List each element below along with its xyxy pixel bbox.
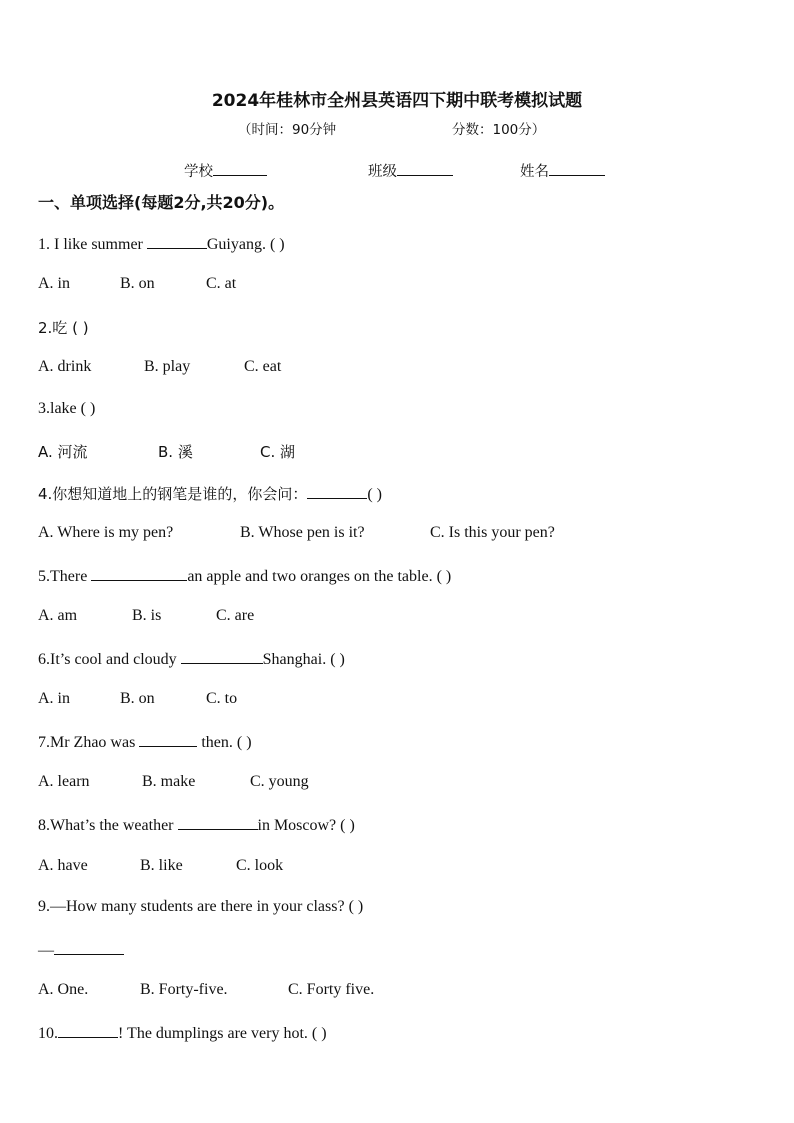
- question-text-end: in Moscow? ( ): [257, 817, 355, 834]
- options-3: [38, 441, 295, 462]
- option-a: A. am: [38, 607, 78, 624]
- option-a: A. Where is my pen?: [38, 524, 174, 541]
- option-b: B. Whose pen is it?: [240, 524, 365, 541]
- question-text-end: ( ): [367, 486, 382, 503]
- class-field: [368, 160, 453, 181]
- options-2: [38, 358, 281, 376]
- answer-blank: [54, 940, 124, 955]
- name-field: [520, 160, 605, 181]
- option-b: B. on: [120, 275, 155, 292]
- question-7: [38, 732, 252, 752]
- answer-blank: [147, 234, 207, 249]
- name-blank: [549, 161, 605, 176]
- option-c: C. are: [216, 607, 255, 624]
- question-text-end: an apple and two oranges on the table. ( ): [187, 568, 452, 585]
- options-8: [38, 857, 283, 875]
- answer-blank: [139, 732, 197, 747]
- option-a: A. in: [38, 275, 70, 292]
- option-c: C. Is this your pen?: [430, 524, 555, 541]
- option-c: C. 湖: [260, 443, 296, 461]
- question-text-end: then. ( ): [197, 734, 252, 751]
- option-c: C. to: [206, 690, 238, 707]
- question-text: 5.There: [38, 568, 92, 585]
- exam-title: 2024年桂林市全州县英语四下期中联考模拟试题: [211, 91, 583, 111]
- exam-score: 分数：100分）: [452, 122, 546, 138]
- answer-blank: [58, 1023, 118, 1038]
- answer-blank: [307, 484, 367, 499]
- question-8: [38, 815, 355, 835]
- question-4: [38, 483, 382, 504]
- option-b: B. 溪: [158, 443, 193, 461]
- question-2: 2.吃 ( ): [38, 319, 89, 337]
- question-3: 3.lake ( ): [38, 400, 96, 417]
- option-a: A. in: [38, 690, 70, 707]
- answer-dash: —: [38, 942, 54, 959]
- options-7: [38, 773, 309, 791]
- class-label: 班级: [368, 164, 397, 180]
- school-field: [184, 160, 267, 181]
- question-text: 8.What’s the weather: [38, 817, 178, 834]
- option-a: A. drink: [38, 358, 92, 375]
- options-1: [38, 275, 236, 293]
- question-text: 4.你想知道地上的钢笔是谁的，你会问：: [38, 485, 308, 503]
- option-b: B. play: [144, 358, 191, 375]
- options-5: [38, 607, 254, 625]
- option-b: B. make: [142, 773, 196, 790]
- question-5: [38, 566, 451, 586]
- question-text-end: Guiyang. ( ): [206, 236, 285, 253]
- answer-blank: [91, 566, 187, 581]
- option-b: B. is: [132, 607, 162, 624]
- option-a: A. 河流: [38, 443, 88, 461]
- options-4: [38, 524, 555, 542]
- school-blank: [213, 161, 267, 176]
- question-text-end: Shanghai. ( ): [262, 651, 345, 668]
- question-6: [38, 649, 345, 669]
- option-c: C. look: [236, 857, 284, 874]
- exam-time: （时间：90分钟: [238, 122, 337, 138]
- school-label: 学校: [184, 164, 213, 180]
- question-9: 9.—How many students are there in your class? ( ): [38, 898, 364, 915]
- option-b: B. Forty-five.: [140, 981, 228, 998]
- class-blank: [397, 161, 453, 176]
- options-6: [38, 690, 237, 708]
- section-heading: 一、单项选择(每题2分,共20分)。: [38, 193, 285, 212]
- question-text: 1. I like summer: [38, 236, 147, 253]
- question-text: 7.Mr Zhao was: [38, 734, 140, 751]
- option-c: C. eat: [244, 358, 282, 375]
- answer-blank: [178, 815, 258, 830]
- options-9: [38, 981, 374, 999]
- option-a: A. One.: [38, 981, 89, 998]
- option-b: B. on: [120, 690, 155, 707]
- option-a: A. have: [38, 857, 88, 874]
- option-c: C. at: [206, 275, 237, 292]
- option-b: B. like: [140, 857, 183, 874]
- option-c: C. Forty five.: [288, 981, 375, 998]
- question-text-end: ! The dumplings are very hot. ( ): [118, 1025, 327, 1042]
- question-text: 6.It’s cool and cloudy: [38, 651, 181, 668]
- question-10: [38, 1023, 327, 1043]
- option-a: A. learn: [38, 773, 90, 790]
- question-text: 10.: [38, 1025, 58, 1042]
- name-label: 姓名: [520, 164, 549, 180]
- question-1: [38, 234, 285, 254]
- question-9-answer-line: [38, 940, 124, 960]
- answer-blank: [181, 649, 263, 664]
- option-c: C. young: [250, 773, 309, 790]
